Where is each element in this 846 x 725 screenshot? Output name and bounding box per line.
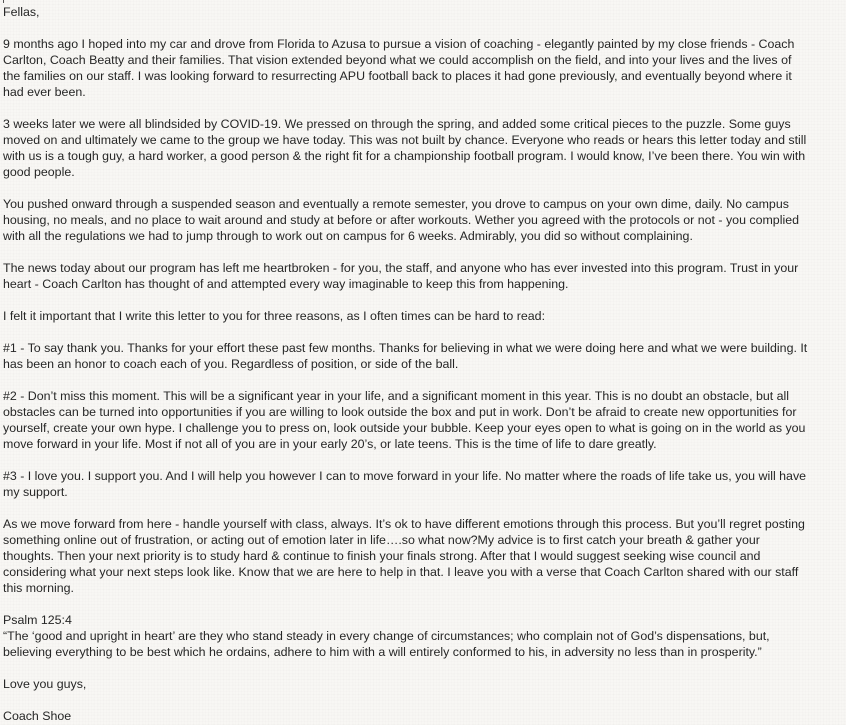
text-line: heart - Coach Carlton has thought of and attempted every way imaginable to keep this from happening.	[3, 277, 569, 291]
text-line: thoughts. Then your next priority is to study hard & continue to finish your finals strong. After that I would suggest seeking wise council and	[3, 549, 761, 563]
text-line: this morning.	[3, 581, 74, 595]
text-line: good people.	[3, 165, 75, 179]
text-line: Carlton, Coach Beatty and their families. That vision extended beyond what we could accomplish on the field, and into your lives and the lives of	[3, 53, 792, 67]
verse-text-line: “The ‘good and upright in heart’ are they who stand steady in every change of circumstances; who complain not of God’s dispensations, but,	[3, 629, 770, 643]
text-line: I felt it important that I write this letter to you for three reasons, as I often times can be hard to read:	[3, 309, 546, 323]
closing-paragraph	[3, 676, 843, 692]
text-line: with us is a tough guy, a hard worker, a good person & the right fit for a championship football program. I would know, I’ve been there. You win with	[3, 149, 806, 163]
text-line: the families on our staff. I was looking forward to resurrecting APU football back to places it had gone previously, and eventually beyond where it	[3, 69, 792, 83]
text-line: had ever been.	[3, 85, 86, 99]
verse-text-line: believing everything to be best which he ordains, adhere to him with a will entirely conformed to his, in adversity no less than in prosperity.”	[3, 645, 762, 659]
salutation: Fellas,	[3, 5, 40, 19]
verse-reference: Psalm 125:4	[3, 613, 72, 627]
closing: Love you guys,	[3, 677, 87, 691]
signature: Coach Shoe	[3, 709, 72, 723]
text-line: #2 - Don’t miss this moment. This will be a significant year in your life, and a significant moment in this year. This is no doubt an obstacle, but all	[3, 389, 790, 403]
text-line: my support.	[3, 485, 68, 499]
text-line: housing, no meals, and no place to wait around and study at before or after workouts. Wether you agreed with the protocols or not - you complied	[3, 213, 799, 227]
paragraph-vision	[3, 36, 843, 100]
paragraph-season	[3, 196, 843, 244]
verse-block	[3, 612, 843, 660]
paragraph-news	[3, 260, 843, 292]
text-line: move forward in your life. Most if not all of you are in your early 20’s, or late teens. This is the time of life to dare greatly.	[3, 437, 657, 451]
paragraph-reasons-intro	[3, 308, 843, 324]
text-line: The news today about our program has left me heartbroken - for you, the staff, and anyone who has ever invested into this program. Trust in your	[3, 261, 799, 275]
text-line: #1 - To say thank you. Thanks for your effort these past few months. Thanks for believing in what we were doing here and what we were building. It	[3, 341, 808, 355]
text-line: moved on and ultimately we came to the group we have today. This was not built by chance. Everyone who reads or hears this letter today and still	[3, 133, 807, 147]
salutation-paragraph	[3, 4, 843, 20]
letter-body	[3, 4, 843, 724]
text-line: 9 months ago I hoped into my car and drove from Florida to Azusa to pursue a vision of coaching - elegantly painted by my close friends - Coach	[3, 37, 795, 51]
paragraph-moving-forward	[3, 516, 843, 596]
paragraph-reason-1	[3, 340, 843, 372]
signature-paragraph	[3, 708, 843, 724]
text-line: considering what your next steps look like. Know that we are here to help in that. I leave you with a verse that Coach Carlton shared with our staff	[3, 565, 799, 579]
text-cursor	[3, 0, 4, 3]
paragraph-reason-3	[3, 468, 843, 500]
text-line: obstacles can be turned into opportunities if you are willing to look outside the box and put in work. Don’t be afraid to create new opportunities for	[3, 405, 797, 419]
text-line: with all the regulations we had to jump through to work out on campus for 6 weeks. Admirably, you did so without complaining.	[3, 229, 693, 243]
text-line: #3 - I love you. I support you. And I will help you however I can to move forward in your life. No matter where the roads of life take us, you will have	[3, 469, 807, 483]
text-line: has been an honor to coach each of you. Regardless of position, or side of the ball.	[3, 357, 459, 371]
text-line: You pushed onward through a suspended season and eventually a remote semester, you drove to campus on your own dime, daily. No campus	[3, 197, 789, 211]
text-line: 3 weeks later we were all blindsided by COVID-19. We pressed on through the spring, and added some critical pieces to the puzzle. Some guys	[3, 117, 791, 131]
text-line: something online out of frustration, or acting out of emotion later in life….so what now?My advice is to first catch your breath & gather your	[3, 533, 760, 547]
text-line: As we move forward from here - handle yourself with class, always. It’s ok to have different emotions through this process. But you’ll regret posting	[3, 517, 805, 531]
text-line: yourself, create your own hype. I challenge you to press on, look outside your bubble. Keep your eyes open to what is going on in the world as you	[3, 421, 806, 435]
paragraph-covid	[3, 116, 843, 180]
paragraph-reason-2	[3, 388, 843, 452]
